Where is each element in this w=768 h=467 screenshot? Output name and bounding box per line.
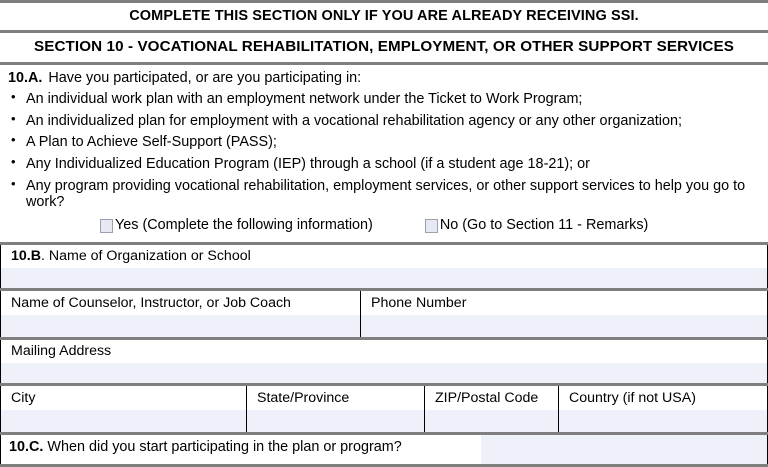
option-yes-label: Yes (Complete the following information) <box>115 217 373 234</box>
city-header: City <box>11 389 36 406</box>
zip-postal-code-header: ZIP/Postal Code <box>435 389 539 406</box>
section-10-banner: SECTION 10 - VOCATIONAL REHABILITATION, EMPLOYMENT, OR OTHER SUPPORT SERVICES <box>34 37 734 55</box>
question-10c-label-area <box>1 435 481 464</box>
list-item: • Any program providing vocational rehabilitation, employment services, or other support services to help you go to work? <box>8 178 760 210</box>
zip-postal-code-cell <box>425 386 559 433</box>
mailing-address-label: Mailing Address <box>1 340 767 363</box>
question-10b-separator: . <box>40 248 45 264</box>
question-10b-organization-group <box>0 245 768 288</box>
mailing-address-input[interactable] <box>1 363 767 383</box>
question-10a-heading <box>8 71 760 87</box>
checkbox-no[interactable] <box>425 219 438 233</box>
option-no-label: No (Go to Section 11 - Remarks) <box>439 217 649 234</box>
question-10a-number: 10.A. <box>8 69 43 86</box>
option-yes[interactable] <box>100 218 373 234</box>
state-province-cell <box>247 386 425 433</box>
phone-number-cell <box>361 291 767 338</box>
list-item: • An individualized plan for employment with a vocational rehabilitation agency or any other organization; <box>8 113 760 129</box>
question-10a-options-row <box>8 215 760 240</box>
zip-postal-code-input[interactable] <box>425 410 558 432</box>
organization-name-input[interactable] <box>1 268 767 288</box>
question-10a-prompt: Have you participated, or are you participating in: <box>48 69 362 86</box>
country-header: Country (if not USA) <box>569 389 696 406</box>
question-10c-input[interactable] <box>481 435 767 464</box>
counselor-name-cell <box>1 291 361 338</box>
question-10c-label: When did you start participating in the plan or program? <box>47 439 402 456</box>
list-item: • Any Individualized Education Program (IEP) through a school (if a student age 18-21); or <box>8 156 760 172</box>
country-input[interactable] <box>559 410 767 432</box>
city-input[interactable] <box>1 410 246 432</box>
checkbox-yes[interactable] <box>100 219 113 233</box>
state-province-input[interactable] <box>247 410 424 432</box>
city-cell <box>1 386 247 433</box>
question-10b-number: 10.B <box>11 248 41 264</box>
question-10a-block <box>0 65 768 242</box>
country-cell <box>559 386 767 433</box>
address-row <box>0 386 768 433</box>
question-10b-label: Name of Organization or School <box>48 248 251 264</box>
complete-section-banner: COMPLETE THIS SECTION ONLY IF YOU ARE ALREADY RECEIVING SSI. <box>129 8 639 24</box>
state-province-header: State/Province <box>257 389 350 406</box>
question-10a-bullet-list <box>8 91 760 210</box>
question-10c-row <box>0 435 768 464</box>
list-item: • An individual work plan with an employment network under the Ticket to Work Program; <box>8 91 760 107</box>
counselor-row <box>0 291 768 338</box>
question-10b-label-line <box>1 245 767 268</box>
mailing-address-group <box>0 340 768 383</box>
phone-number-header: Phone Number <box>371 294 467 311</box>
list-item: • A Plan to Achieve Self-Support (PASS); <box>8 134 760 150</box>
phone-number-input[interactable] <box>361 315 767 337</box>
option-no[interactable] <box>425 218 648 234</box>
counselor-name-header: Name of Counselor, Instructor, or Job Coach <box>11 294 291 311</box>
question-10c-number: 10.C. <box>9 439 44 456</box>
counselor-name-input[interactable] <box>1 315 360 337</box>
